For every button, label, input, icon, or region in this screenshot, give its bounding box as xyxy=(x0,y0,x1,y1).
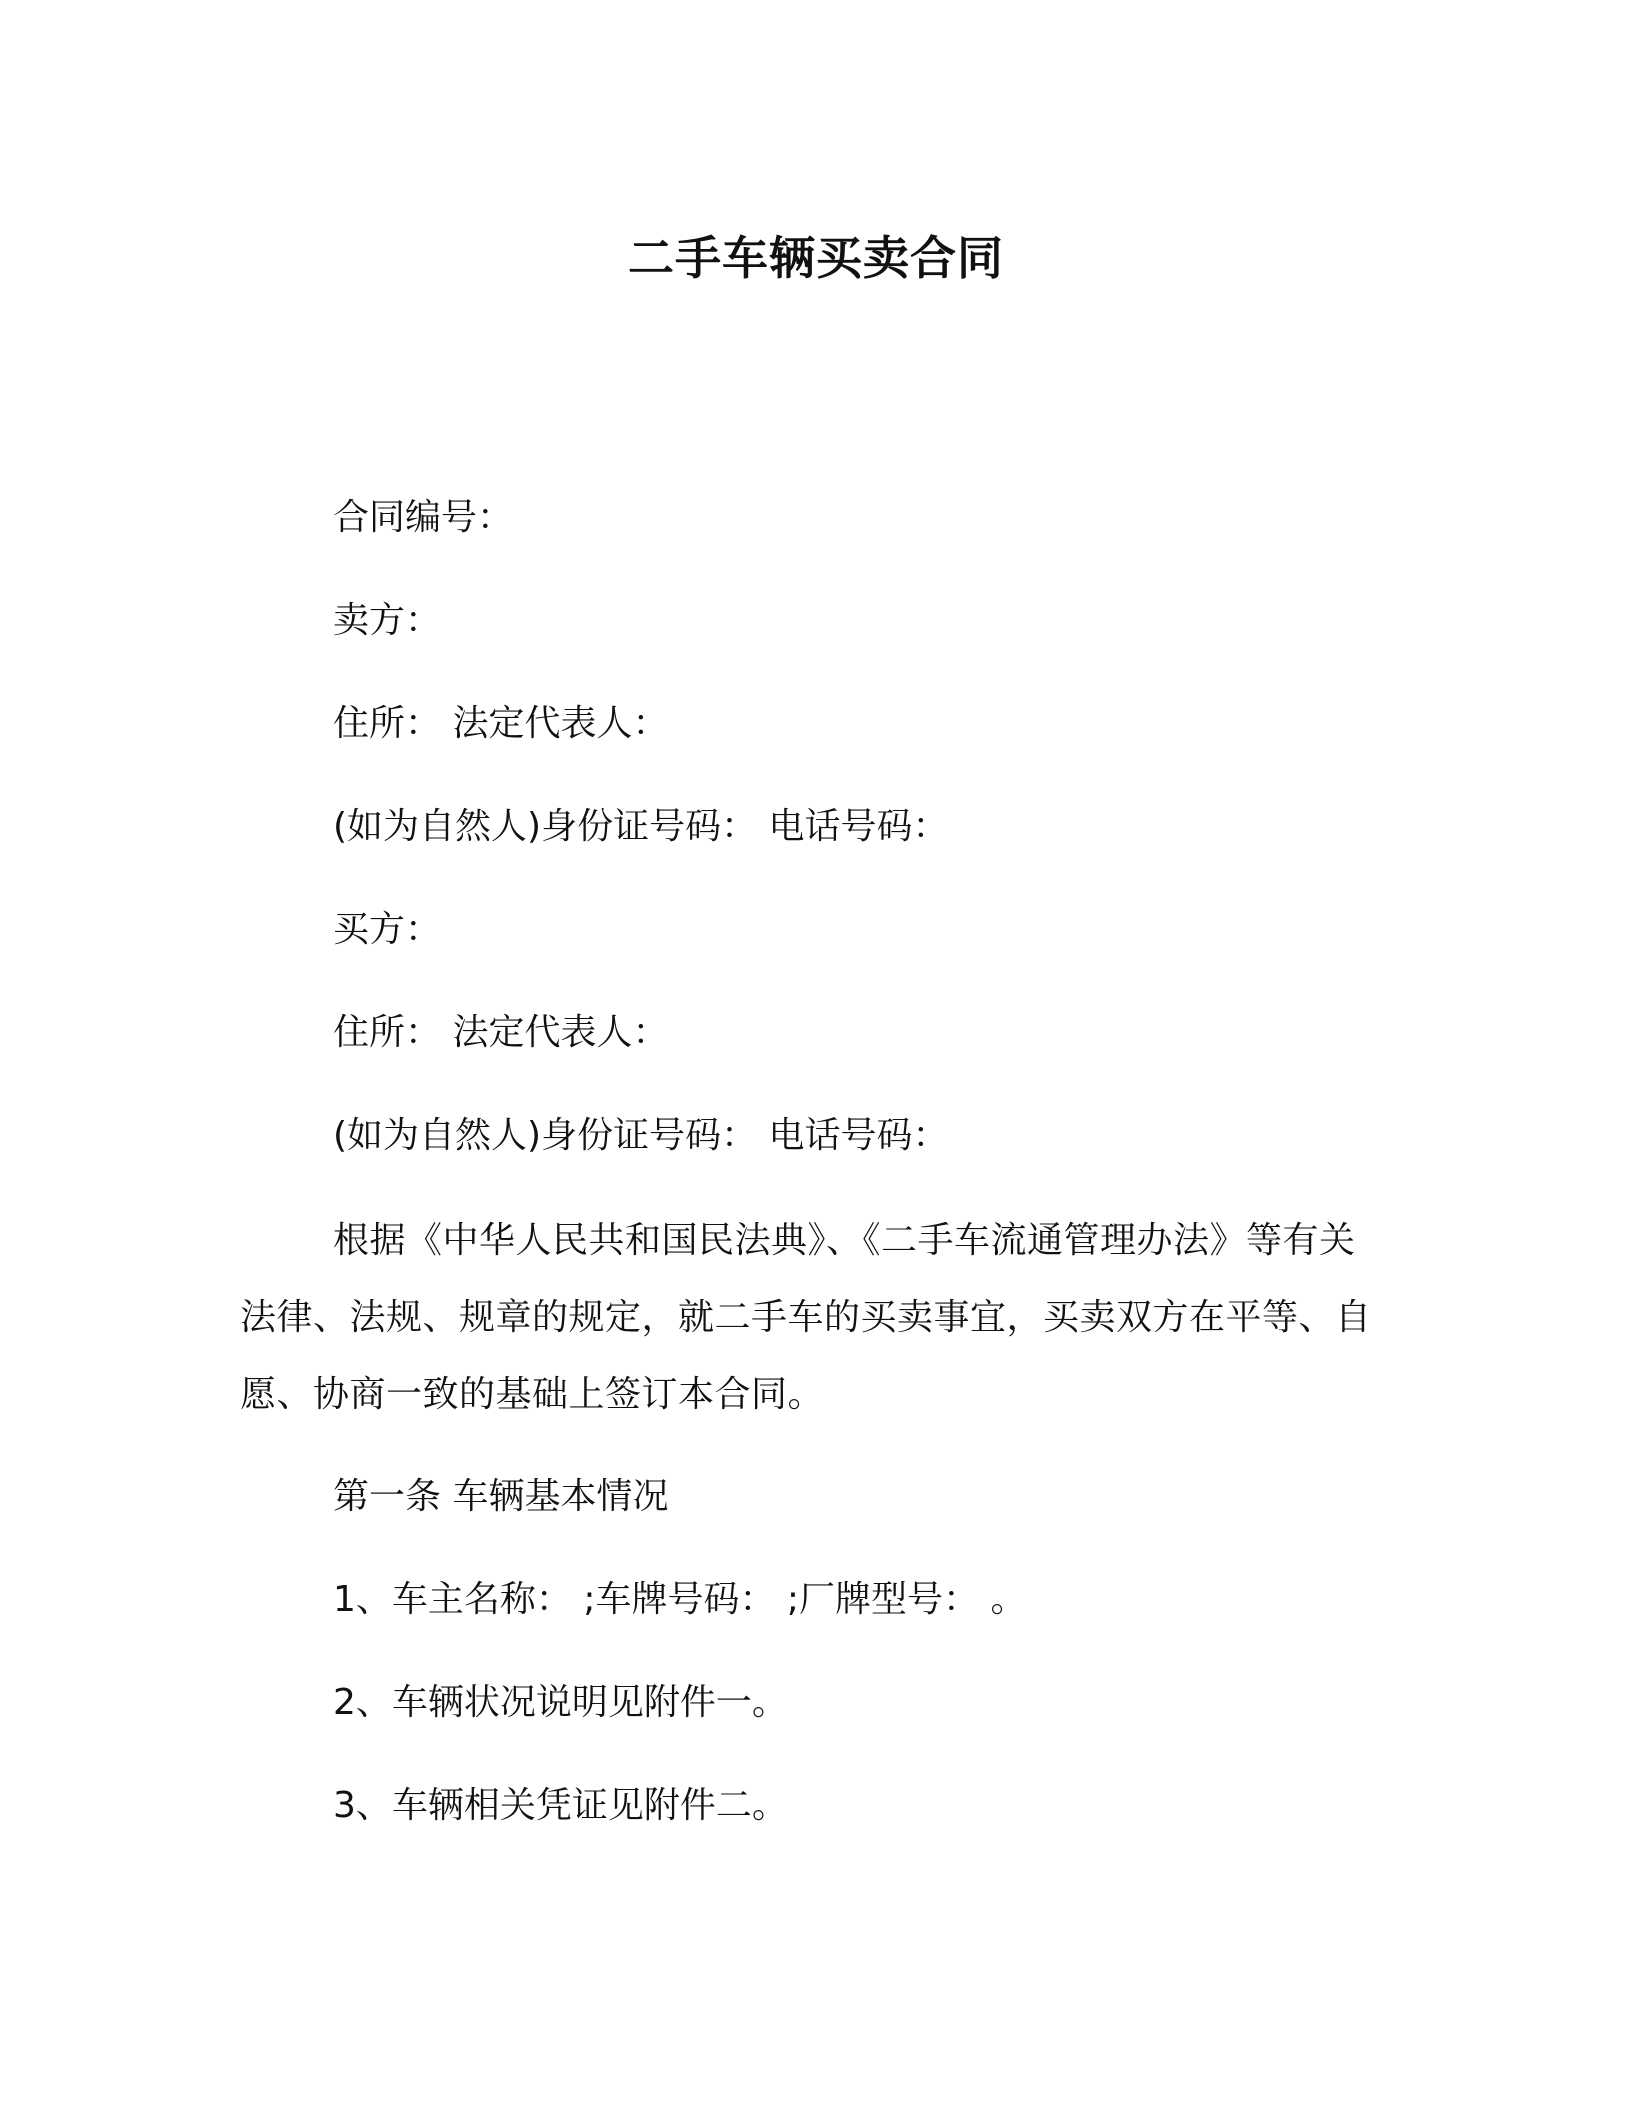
article-item: 3、车辆相关凭证见附件二。 xyxy=(333,1785,788,1826)
buyer-line: 买方： xyxy=(333,909,442,950)
preamble-paragraph: 根据《中华人民共和国民法典》、《二手车流通管理办法》等有关法律、法规、规章的规定，就二手车的买卖事宜，买卖双方在平等、自愿、协商一致的基础上签订本合同。 xyxy=(240,1220,1372,1415)
article-heading: 第一条 车辆基本情况 xyxy=(333,1476,669,1517)
buyer-id-line: (如为自然人)身份证号码： 电话号码： xyxy=(333,1115,949,1156)
buyer-address-line: 住所： 法定代表人： xyxy=(333,1012,669,1053)
seller-id-line: (如为自然人)身份证号码： 电话号码： xyxy=(333,806,949,847)
document-title: 二手车辆买卖合同 xyxy=(628,231,1004,285)
article-item: 2、车辆状况说明见附件一。 xyxy=(333,1682,788,1723)
seller-address-line: 住所： 法定代表人： xyxy=(333,703,669,744)
article-item: 1、车主名称： ;车牌号码： ;厂牌型号： 。 xyxy=(333,1579,1027,1620)
seller-line: 卖方： xyxy=(333,600,442,641)
contract-number-line: 合同编号： xyxy=(333,497,514,538)
